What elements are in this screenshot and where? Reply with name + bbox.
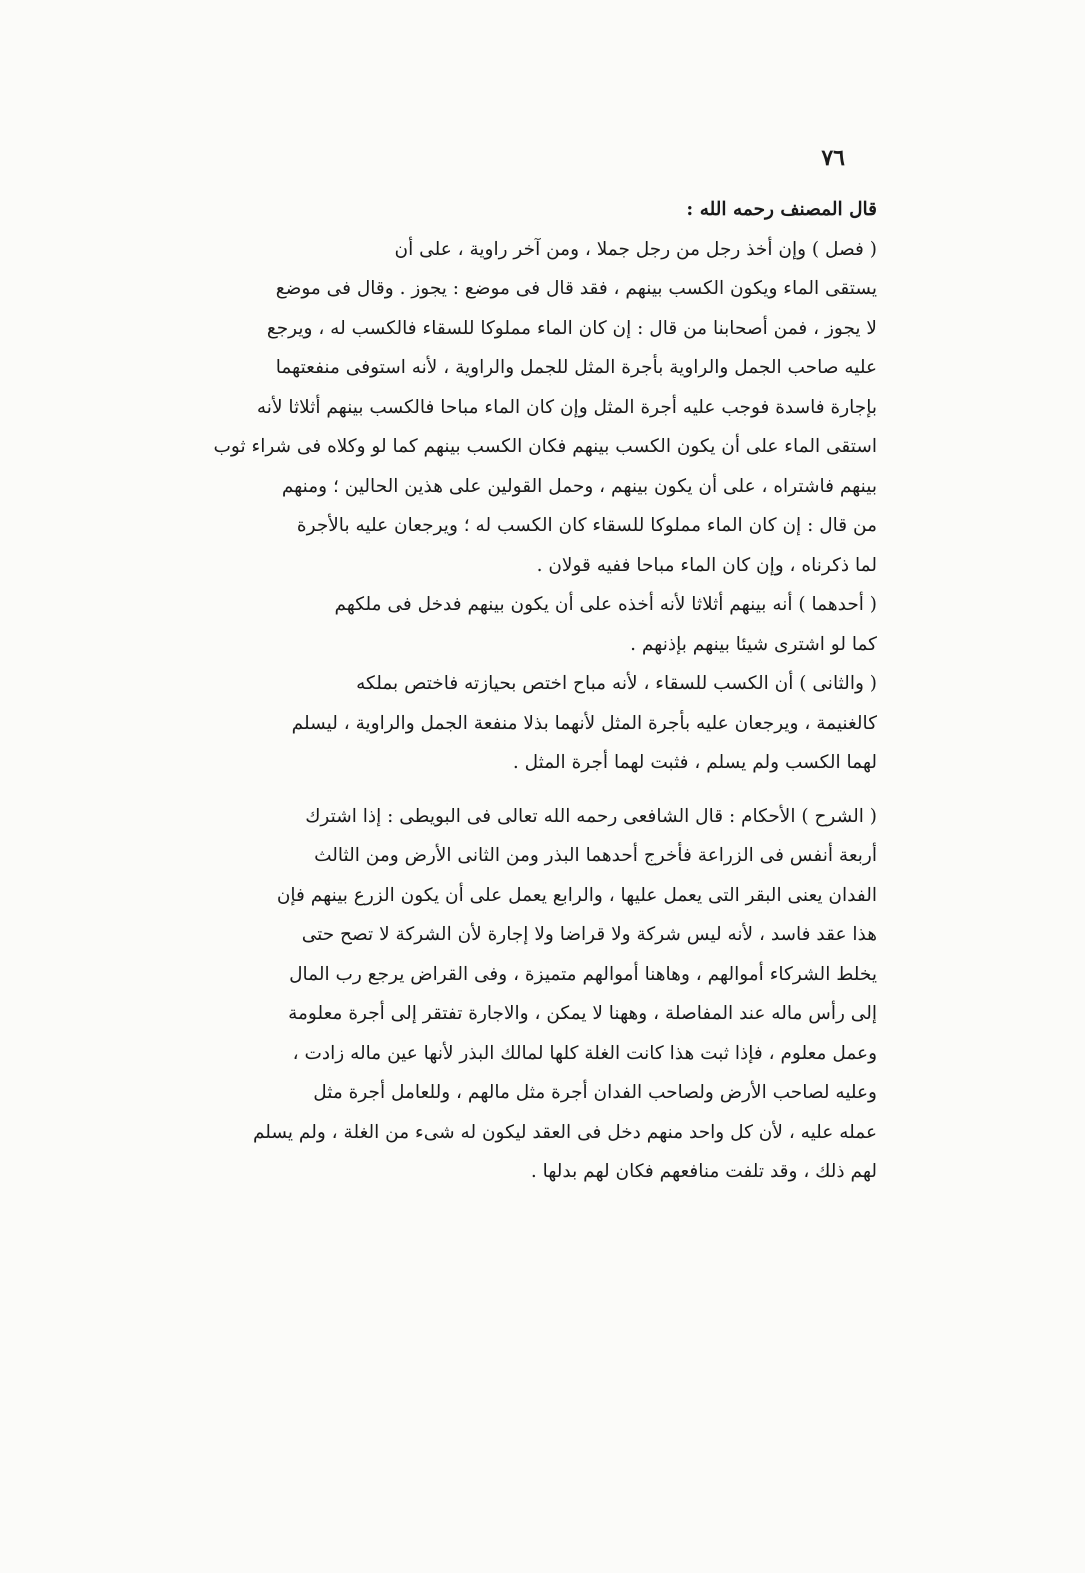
text-line: كما لو اشترى شيئا بينهم بإذنهم . [630,633,877,655]
text-line: لا يجوز ، فمن أصحابنا من قال : إن كان الماء مملوكا للسقاء فالكسب له ، ويرجع [266,317,877,339]
text-line: هذا عقد فاسد ، لأنه ليس شركة ولا قراضا ولا إجارة لأن الشركة لا تصح حتى [301,924,877,945]
text-line: ( أحدهما ) أنه بينهم أثلاثا لأنه أخذه على أن يكون بينهم فدخل فى ملكهم [334,594,877,615]
fasl-paragraph [197,230,877,586]
text-line: أربعة أنفس فى الزراعة فأخرج أحدهما البذر ومن الثانى الأرض ومن الثالث [314,845,877,866]
text-line: لهم ذلك ، وقد تلفت منافعهم فكان لهم بدلها . [530,1161,877,1182]
text-line: كالغنيمة ، ويرجعان عليه بأجرة المثل لأنهما بذلا منفعة الجمل والراوية ، ليسلم [291,712,877,734]
text-line: ( والثانى ) أن الكسب للسقاء ، لأنه مباح اختص بحيازته فاختص بملكه [356,673,877,694]
section-heading [197,190,877,230]
text-line: استقى الماء على أن يكون الكسب بينهم فكان الكسب بينهم كما لو وكلاه فى شراء ثوب [213,436,877,457]
text-line: بينهم فاشتراه ، على أن يكون بينهم ، وحمل القولين على هذين الحالين ؛ ومنهم [281,475,877,497]
text-line: إلى رأس ماله عند المفاصلة ، وههنا لا يمكن ، والاجارة تفتقر إلى أجرة معلومة [288,1003,877,1024]
text-line: بإجارة فاسدة فوجب عليه أجرة المثل وإن كان الماء مباحا فالكسب بينهم أثلاثا لأنه [256,396,877,418]
text-line: عليه صاحب الجمل والراوية بأجرة المثل للجمل والراوية ، لأنه استوفى منفعتهما [275,357,877,378]
sharh-paragraph [197,797,877,1192]
page-number: ٧٦ [821,145,845,171]
text-line: عمله عليه ، لأن كل واحد منهم دخل فى العقد ليكون له شىء من الغلة ، ولم يسلم [252,1121,877,1143]
page-body [197,190,877,1192]
text-line: ( فصل ) وإن أخذ رجل من رجل جملا ، ومن آخر راوية ، على أن [394,238,877,260]
text-line: لما ذكرناه ، وإن كان الماء مباحا ففيه قولان . [536,554,877,576]
text-line: وعمل معلوم ، فإذا ثبت هذا كانت الغلة كلها لمالك البذر لأنها عين ماله زادت ، [292,1042,877,1064]
heading-line: قال المصنف رحمه الله : [686,199,877,220]
second-opinion-paragraph [197,664,877,783]
text-line: وعليه لصاحب الأرض ولصاحب الفدان أجرة مثل مالهم ، وللعامل أجرة مثل [313,1082,877,1103]
text-line: من قال : إن كان الماء مملوكا للسقاء كان الكسب له ؛ ويرجعان عليه بالأجرة [296,515,877,536]
text-line: يستقى الماء ويكون الكسب بينهم ، فقد قال فى موضع : يجوز . وقال فى موضع [275,278,877,299]
text-line: ( الشرح ) الأحكام : قال الشافعى رحمه الله تعالى فى البويطى : إذا اشترك [305,805,877,827]
first-opinion-paragraph [197,585,877,664]
text-line: لهما الكسب ولم يسلم ، فثبت لهما أجرة المثل . [512,752,877,773]
text-line: يخلط الشركاء أموالهم ، وهاهنا أموالهم متميزة ، وفى القراض يرجع رب المال [289,963,877,985]
text-line: الفدان يعنى البقر التى يعمل عليها ، والرابع يعمل على أن يكون الزرع بينهم فإن [276,884,877,906]
section-spacer [197,783,877,797]
